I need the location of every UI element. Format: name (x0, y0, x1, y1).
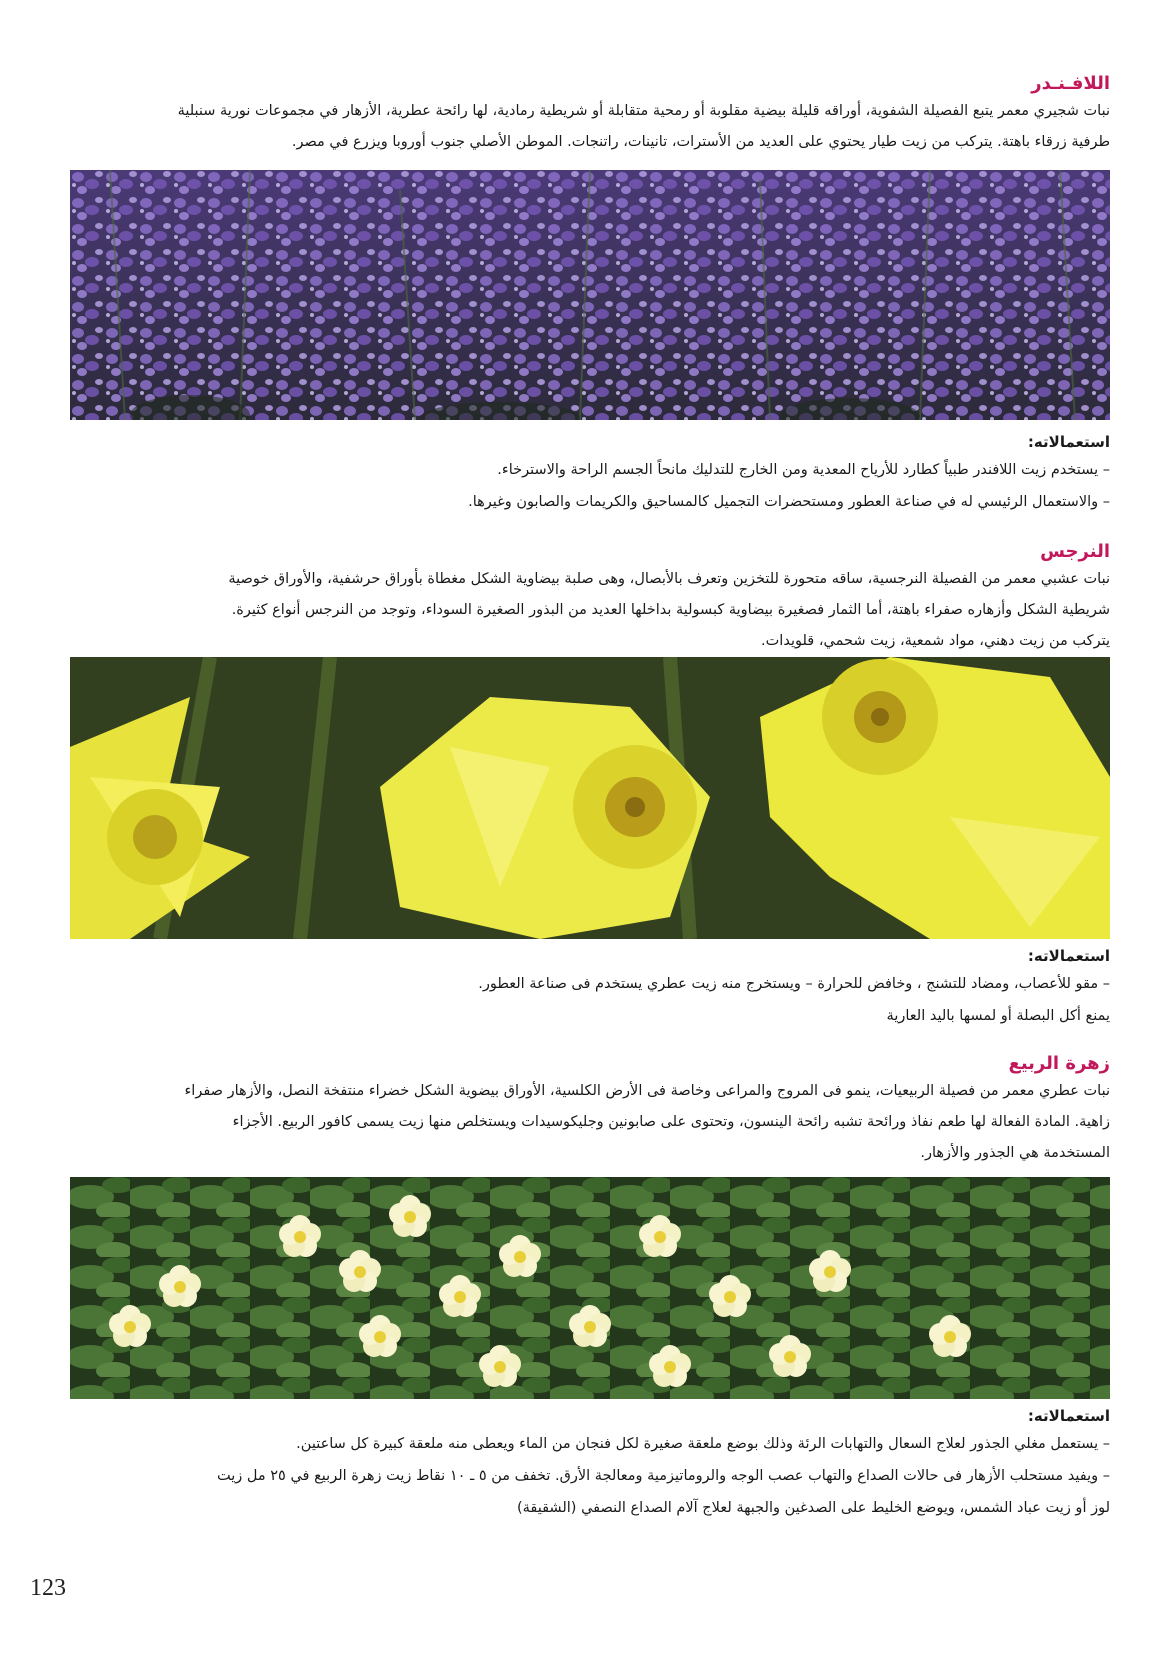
page-number: 123 (30, 1575, 66, 1601)
lavender-line-1: نبات شجيري معمر يتبع الفصيلة الشفوية، أوراقه قليلة بيضية مقلوبة أو رمحية متقابلة أو شريطية رمادية، لها رائحة عطرية، الأزهار في مجموعات نورية سنبلية (177, 103, 1110, 119)
narcissus-use-2: يمنع أكل البصلة أو لمسها باليد العارية (886, 1008, 1110, 1024)
narcissus-uses (70, 944, 1110, 1032)
lavender-title: اللافـنـدر (1031, 73, 1110, 94)
primrose-use-1: – يستعمل مغلي الجذور لعلاج السعال والتهابات الرئة وذلك بوضع ملعقة صغيرة لكل فنجان من الماء ويعطى منه ملعقة كبيرة كل ساعتين. (296, 1436, 1110, 1452)
lavender-photo (70, 170, 1110, 420)
narcissus-photo (70, 657, 1110, 939)
primrose-title: زهرة الربيع (1008, 1053, 1110, 1074)
lavender-intro (70, 72, 1110, 158)
narcissus-line-1: نبات عشبي معمر من الفصيلة النرجسية، ساقه متحورة للتخزين وتعرف بالأبصال، وهى صلبة بيضاوية الشكل مغطاة بأوراق حرشفية، والأوراق خوصية (228, 571, 1110, 587)
lavender-use-1: – يستخدم زيت اللافندر طبياً كطارد للأرياح المعدية ومن الخارج للتدليك مانحاً الجسم الراحة والاسترخاء. (497, 462, 1110, 478)
primrose-line-1: نبات عطري معمر من فصيلة الربيعيات، ينمو فى المروج والمراعى وخاصة فى الأرض الكلسية، الأوراق بيضوية الشكل خضراء منتفخة النصل، والأزهار صفراء (184, 1083, 1110, 1099)
primrose-intro (70, 1052, 1110, 1169)
lavender-line-2: طرفية زرقاء باهتة. يتركب من زيت طيار يحتوي على العديد من الأسترات، تانينات، راتنجات. الموطن الأصلي جنوب أوروبا ويزرع في مصر. (291, 134, 1110, 150)
primrose-uses-heading: استعمالاته: (1027, 1407, 1110, 1425)
narcissus-title: النرجس (1040, 541, 1110, 562)
narcissus-line-2: شريطية الشكل وأزهاره صفراء باهتة، أما الثمار فصغيرة بيضاوية كبسولية بداخلها العديد من البذور الصغيرة السوداء، وتوجد من النرجس أنواع كثيرة. (231, 602, 1110, 618)
primrose-use-3: لوز أو زيت عباد الشمس، ويوضع الخليط على الصدغين والجبهة لعلاج آلام الصداع النصفي (الشقيقة) (516, 1500, 1110, 1516)
lavender-use-2: – والاستعمال الرئيسي له في صناعة العطور ومستحضرات التجميل كالمساحيق والكريمات والصابون وغيرها. (468, 494, 1110, 510)
primrose-use-2: – ويفيد مستحلب الأزهار فى حالات الصداع والتهاب عصب الوجه والروماتيزمية ومعالجة الأرق. تخفف من ٥ ـ ١٠ نقاط زيت زهرة الربيع في ٢٥ مل زيت (217, 1468, 1110, 1484)
primrose-uses (70, 1404, 1110, 1524)
lavender-uses (70, 430, 1110, 518)
primrose-line-3: المستخدمة هي الجذور والأزهار. (920, 1145, 1110, 1161)
narcissus-uses-heading: استعمالاته: (1027, 947, 1110, 965)
narcissus-use-1: – مقو للأعصاب، ومضاد للتشنج ، وخافض للحرارة – ويستخرج منه زيت عطري يستخدم فى صناعة العطور. (478, 976, 1110, 992)
narcissus-intro (70, 540, 1110, 657)
primrose-line-2: زاهية. المادة الفعالة لها طعم نفاذ ورائحة تشبه رائحة الينسون، وتحتوى على صابونين وجليكوسيدات ويستخلص منها زيت يسمى كافور الربيع. الأجزاء (232, 1114, 1110, 1130)
primrose-photo (70, 1177, 1110, 1399)
lavender-uses-heading: استعمالاته: (1027, 433, 1110, 451)
narcissus-line-3: يتركب من زيت دهني، مواد شمعية، زيت شحمي، قلويدات. (761, 633, 1110, 649)
